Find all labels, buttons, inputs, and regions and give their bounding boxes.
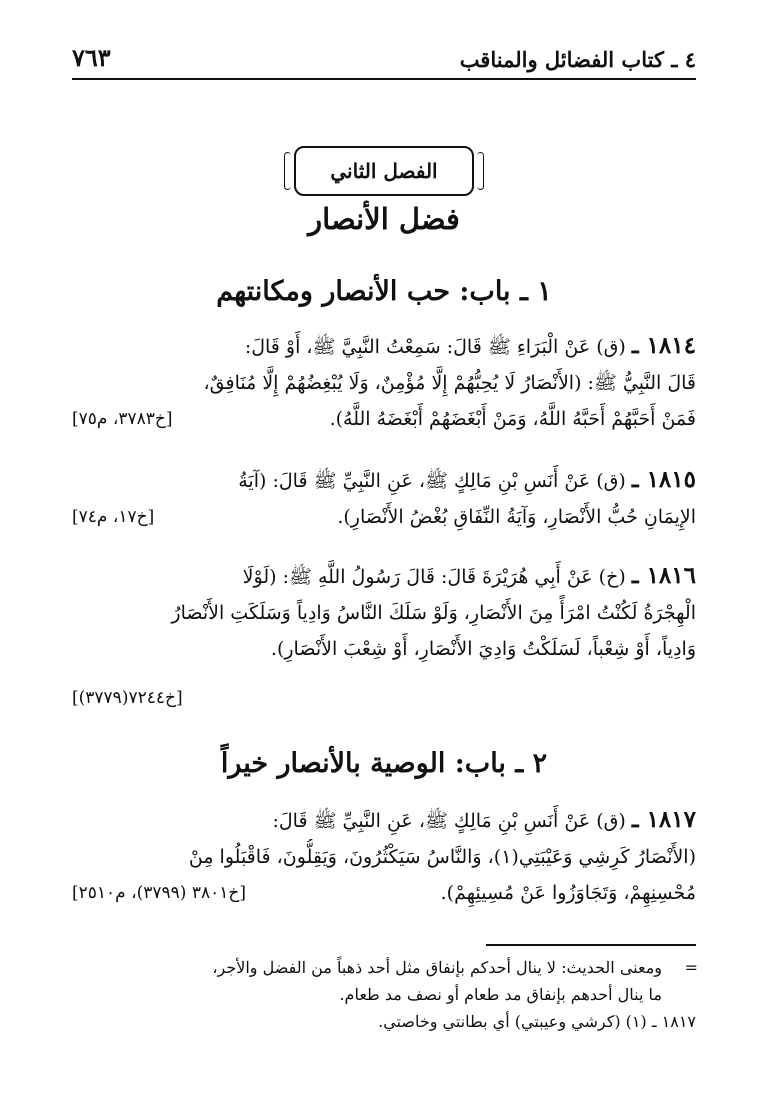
hadith-1814: [72, 328, 696, 437]
hadith-reference: [خ٣٨٠١ (٣٧٩٩)، م٢٥١٠]: [72, 883, 246, 903]
hadith-text: (ق) عَنْ أَنَسِ بْنِ مَالِكٍ ﷺ، عَنِ النَّبِيِّ ﷺ قَالَ:: [272, 810, 626, 832]
hadith-1815: [72, 462, 696, 535]
hadith-number: ١٨١٧ ـ: [631, 806, 696, 833]
hadith-1816-line-3: وَادِياً، أَوْ شِعْباً، لَسَلَكْتُ وَادِيَ الأَنْصَارِ، أَوْ شِعْبَ الأَنْصَارِ).: [270, 638, 696, 660]
section-label-box: [294, 146, 474, 196]
hadith-1817-line-1: [72, 802, 696, 839]
hadith-1816-line-2: الْهِجْرَةُ لَكُنْتُ امْرَأً مِنَ الأَنْصَارِ، وَلَوْ سَلَكَ النَّاسُ وَادِياً وَسَلَكَتِ الأَنْصَارُ: [171, 602, 696, 624]
bab-2-heading: ٢ ـ باب: الوصية بالأنصار خيراً: [220, 748, 548, 779]
hadith-number: ١٨١٦ ـ: [631, 562, 696, 589]
hadith-1817-line-2: (الأَنْصَارُ كَرِشِي وَعَيْبَتِي(١)، وَالنَّاسُ سَيَكْثُرُونَ، وَيَقِلُّونَ، فَاقْبَلُوا مِنْ: [188, 846, 696, 868]
hadith-text: مُحْسِنِهِمْ، وَتَجَاوَزُوا عَنْ مُسِيئِهِمْ).: [440, 882, 696, 904]
running-header: [72, 40, 696, 80]
section-label: الفصل الثاني: [330, 159, 438, 183]
footnote-line-1: ومعنى الحديث: لا ينال أحدكم بإنفاق مثل أحد ذهباً من الفضل والأجر،: [212, 958, 662, 977]
footnotes: [72, 954, 696, 1035]
hadith-1814-line-1: [72, 328, 696, 365]
hadith-1814-line-2: قَالَ النَّبِيُّ ﷺ: (الأَنْصَارُ لَا يُحِبُّهُمْ إِلَّا مُؤْمِنٌ، وَلَا يُبْغِضُهُمْ إِلَّا مُنَافِقٌ،: [203, 372, 696, 394]
footnote-1817: ١٨١٧ ـ (١) (كرشي وعيبتي) أي بطانتي وخاصتي.: [378, 1012, 696, 1031]
page-number: ٧٦٣: [72, 43, 111, 72]
hadith-number: ١٨١٤ ـ: [631, 332, 696, 359]
hadith-1817: [72, 802, 696, 911]
hadith-1814-line-3: [72, 401, 696, 437]
hadith-1815-line-1: [72, 462, 696, 499]
hadith-text: فَمَنْ أَحَبَّهُمْ أَحَبَّهُ اللَّهُ، وَمَنْ أَبْغَضَهُمْ أَبْغَضَهُ اللَّهُ).: [329, 408, 696, 430]
hadith-text: (ق) عَنْ الْبَرَاءِ ﷺ قَالَ: سَمِعْتُ النَّبِيَّ ﷺ، أَوْ قَالَ:: [244, 336, 626, 358]
hadith-1816: [72, 558, 696, 667]
footnote-line-2: ما ينال أحدهم بإنفاق مد طعام أو نصف مد طعام.: [339, 985, 662, 1004]
hadith-1816-line-1: [72, 558, 696, 595]
footnote-continued: [72, 954, 696, 1008]
hadith-1816-reference: [خ٧٢٤٤(٣٧٧٩)]: [72, 688, 183, 708]
chapter-title: فضل الأنصار: [308, 202, 460, 236]
hadith-reference: [خ٣٧٨٣، م٧٥]: [72, 409, 173, 429]
hadith-text: (ق) عَنْ أَنَسِ بْنِ مَالِكٍ ﷺ، عَنِ النَّبِيِّ ﷺ قَالَ: (آيَةُ: [238, 470, 626, 492]
hadith-text: الإِيمَانِ حُبُّ الأَنْصَارِ، وَآيَةُ النِّفَاقِ بُغْضُ الأَنْصَارِ).: [337, 506, 696, 528]
hadith-1817-line-3: [72, 875, 696, 911]
footnote-divider: [486, 944, 696, 946]
bab-1-heading: ١ ـ باب: حب الأنصار ومكانتهم: [216, 276, 552, 307]
hadith-number: ١٨١٥ ـ: [631, 466, 696, 493]
hadith-reference: [خ١٧، م٧٤]: [72, 507, 155, 527]
hadith-text: (خ) عَنْ أَبِي هُرَيْرَةَ قَالَ: قَالَ رَسُولُ اللَّهِ ﷺ: (لَوْلَا: [242, 566, 626, 588]
hadith-1815-line-2: [72, 499, 696, 535]
continuation-mark: =: [684, 958, 698, 977]
header-title: ٤ ـ كتاب الفضائل والمناقب: [459, 47, 696, 72]
